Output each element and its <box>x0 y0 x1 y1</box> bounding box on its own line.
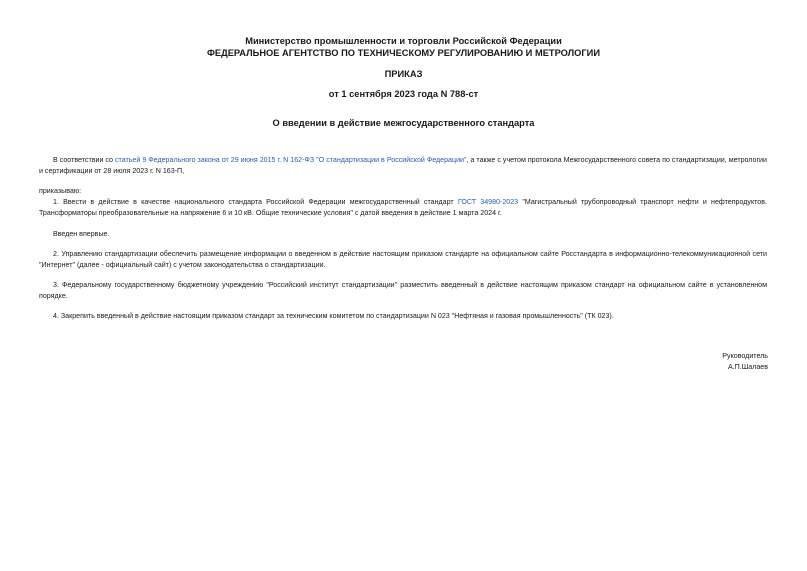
preamble-paragraph <box>39 155 767 177</box>
gost-standard-link[interactable]: ГОСТ 34980-2023 <box>457 198 519 206</box>
ministry-name: Министерство промышленности и торговли Российской Федерации <box>245 36 562 46</box>
preamble-text-post: , а также с учетом протокола Межгосударственного совета по стандартизации, метрологии и сертификации от 28 июля 2023 г. N 163-П, <box>39 156 767 175</box>
preamble-text-pre: В соответствии со <box>53 156 115 164</box>
document-date-number: от 1 сентября 2023 года N 788-ст <box>328 89 479 99</box>
document-title: О введении в действие межгосударственного стандарта <box>272 118 535 128</box>
item-2-paragraph: 2. Управлению стандартизации обеспечить размещение информации о введенном в действие настоящим приказом стандарте на официальном сайте Росстандарта в информационно-телекоммуникационной сети "Интернет" (далее - официальный сайт) с учетом законодательства о стандартизации. <box>39 250 767 269</box>
signature-name: А.П.Шалаев <box>727 363 768 371</box>
order-word: приказываю: <box>39 187 82 195</box>
signature-position: Руководитель <box>722 352 768 360</box>
item-4-paragraph: 4. Закрепить введенный в действие настоящим приказом стандарт за техническим комитетом по стандартизации N 023 "Нефтяная и газовая промышленность" (ТК 023). <box>53 312 614 320</box>
federal-law-link[interactable]: статьей 9 Федерального закона от 29 июня 2015 г. N 162-ФЗ "О стандартизации в Российской Федерации" <box>114 156 467 164</box>
first-time-note: Введен впервые. <box>53 230 110 238</box>
document-type: ПРИКАЗ <box>384 69 423 79</box>
item-3-paragraph: 3. Федеральному государственному бюджетному учреждению "Российский институт стандартизации" разместить введенный в действие настоящим приказом стандарт на официальном сайте в установленном порядке. <box>39 281 767 300</box>
agency-name: ФЕДЕРАЛЬНОЕ АГЕНТСТВО ПО ТЕХНИЧЕСКОМУ РЕГУЛИРОВАНИЮ И МЕТРОЛОГИИ <box>206 48 601 58</box>
item-1-text-pre: 1. Ввести в действие в качестве национального стандарта Российской Федерации межгосударственный стандарт <box>53 198 458 206</box>
item-1-text-post: "Магистральный трубопроводный транспорт нефти и нефтепродуктов. Трансформаторы преобразовательные на напряжение 6 и 10 кВ. Общие технические условия" с датой введения в действие 1 марта 2024 г. <box>39 198 767 217</box>
item-1-paragraph <box>39 197 767 219</box>
